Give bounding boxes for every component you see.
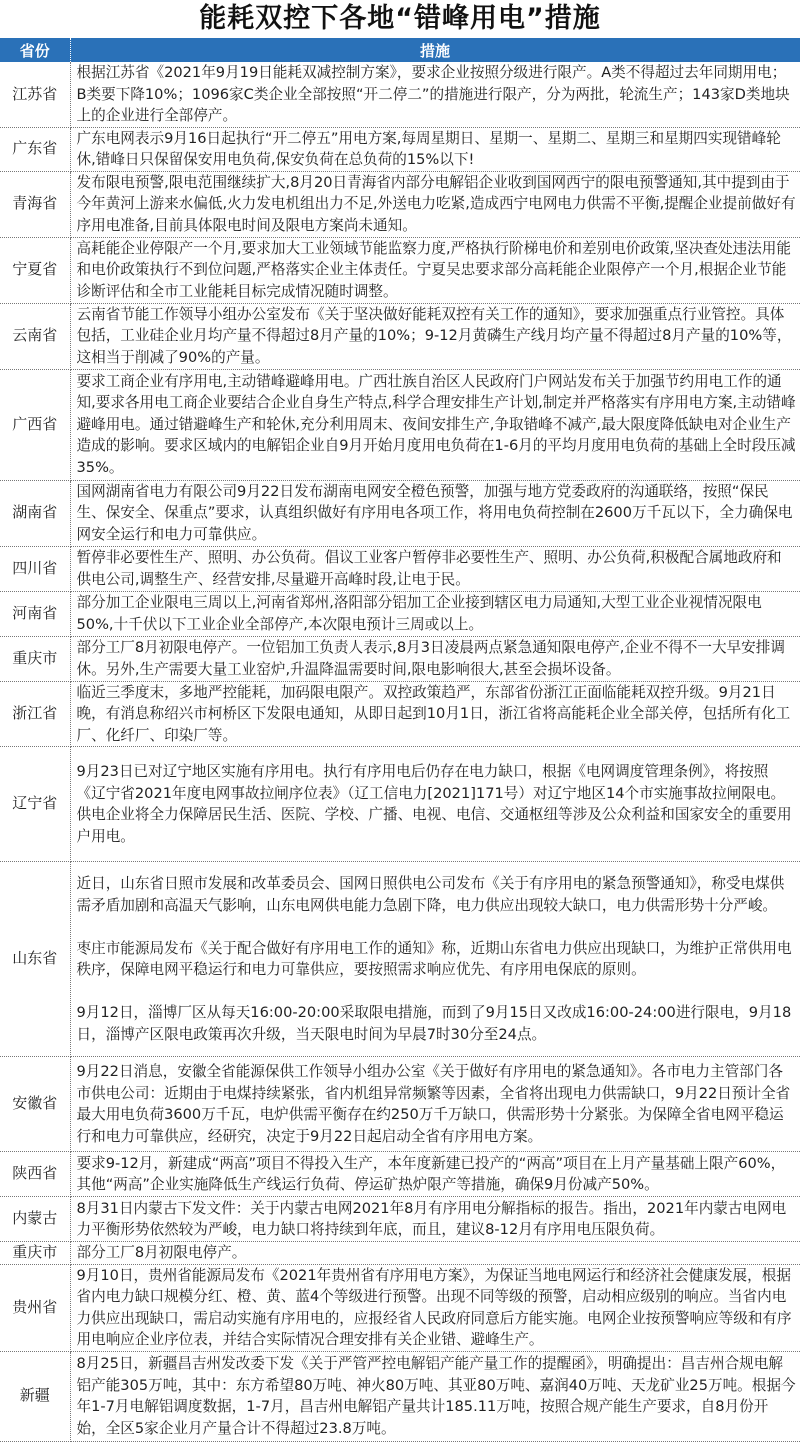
measures-cell: 部分工厂8月初限电停产。一位铝加工负责人表示,8月3日凌晨两点紧急通知限电停产,企业不得不一大早安排调休。另外,生产需要大量工业窑炉,升温降温需要时间,限电影响很大,甚至会损坏设备。	[70, 636, 800, 681]
measures-cell: 暂停非必要性生产、照明、办公负荷。倡议工业客户暂停非必要性生产、照明、办公负荷,积极配合属地政府和供电公司,调整生产、经营安排,尽量避开高峰时段,让电于民。	[70, 546, 800, 591]
measures-cell: 临近三季度末，多地严控能耗，加码限电限产。双控政策趋严，东部省份浙江正面临能耗双控升级。9月21日晚，有消息称绍兴市柯桥区下发限电通知，从即日起到10月1日，浙江省将高能耗企业全部关停，包括所有化工厂、化纤厂、印染厂等。	[70, 681, 800, 747]
measures-cell: 部分工厂8月初限电停产。	[70, 1242, 800, 1265]
table-row	[0, 546, 800, 591]
measures-cell: 8月25日，新疆昌吉州发改委下发《关于严管严控电解铝产能产量工作的提醒函》，明确提出：昌吉州合规电解铝产能305万吨，其中：东方希望80万吨、神火80万吨、其亚80万吨、嘉润40万吨、天龙矿业25万吨。根据今年1-7月电解铝调度数据，1-7月，昌吉州电解铝产量共计185.11万吨，按照合规产能生产要求，自8月份开始，全区5家企业月产量合计不得超过23.8万吨。	[70, 1351, 800, 1441]
table-row	[0, 862, 800, 1057]
measures-cell: 发布限电预警,限电范围继续扩大,8月20日青海省内部分电解铝企业收到国网西宁的限电预警通知,其中提到由于今年黄河上游来水偏低,火力发电机组出力不足,外送电力吃紧,造成西宁电网电力供需不平衡,提醒企业提前做好有序用电准备,目前具体限电时间及限电方案尚未通知。	[70, 171, 800, 237]
measures-cell: 要求工商企业有序用电,主动错峰避峰用电。广西壮族自治区人民政府门户网站发布关于加强节约用电工作的通知,要求各用电工商企业要结合企业自身生产特点,科学合理安排生产计划,制定并严格落实有序用电方案,主动错峰避峰用电。通过错避峰生产和轮休,充分利用周末、夜间安排生产,争取错峰不减产,最大限度降低缺电对企业生产造成的影响。要求区域内的电解铝企业自9月开始月度用电负荷在1-6月的平均月度用电负荷的基础上全时段压减35%。	[70, 369, 800, 480]
province-cell: 山东省	[0, 862, 70, 1057]
measures-cell: 云南省节能工作领导小组办公室发布《关于坚决做好能耗双控有关工作的通知》，要求加强重点行业管控。具体包括，工业硅企业月均产量不得超过8月产量的10%；9-12月黄磷生产线月均产量不得超过8月产量的10%等，这相当于削减了90%的产量。	[70, 303, 800, 369]
province-cell: 内蒙古	[0, 1197, 70, 1242]
measures-cell: 根据江苏省《2021年9月19日能耗双减控制方案》，要求企业按照分级进行限产。A类不得超过去年同期用电；B类要下降10%；1096家C类企业全部按照“开二停二”的措施进行限产，分为两批，轮流生产；143家D类地块上的企业进行全部停产。	[70, 62, 800, 127]
measures-cell: 要求9-12月，新建成“两高”项目不得投入生产，本年度新建已投产的“两高”项目在上月产量基础上限产60%，其他“两高”企业实施降低生产线运行负荷、停运矿热炉限产等措施，确保9月份减产50%。	[70, 1152, 800, 1197]
measures-cell: 9月10日，贵州省能源局发布《2021年贵州省有序用电方案》，为保证当地电网运行和经济社会健康发展，根据省内电力缺口规模分红、橙、黄、蓝4个等级进行预警。出现不同等级的预警，启动相应级别的响应。当省内电力供应出现缺口，需启动实施有序用电的，应报经省人民政府同意后方能实施。电网企业按预警响应等级和有序用电响应企业序位表，并结合实际情况合理安排有关企业错、避峰生产。	[70, 1264, 800, 1351]
measures-cell: 部分加工企业限电三周以上,河南省郑州,洛阳部分铝加工企业接到辖区电力局通知,大型工业企业视情况限电50%,十千伏以下工业企业全部停产,本次限电预计三周或以上。	[70, 591, 800, 636]
province-cell: 宁夏省	[0, 237, 70, 303]
table-row	[0, 62, 800, 127]
table-row	[0, 1057, 800, 1152]
table-row	[0, 480, 800, 546]
province-cell: 湖南省	[0, 480, 70, 546]
header-measures: 措施	[70, 38, 800, 62]
province-cell: 广西省	[0, 369, 70, 480]
province-cell: 河南省	[0, 591, 70, 636]
table-row	[0, 1242, 800, 1265]
table-header-row	[0, 38, 800, 62]
province-cell: 贵州省	[0, 1264, 70, 1351]
table-row	[0, 747, 800, 862]
measures-cell: 9月22日消息，安徽全省能源保供工作领导小组办公室《关于做好有序用电的紧急通知》。各市电力主管部门各市供电公司：近期由于电煤持续紧张，省内机组异常频繁等因素，全省将出现电力供需缺口，9月22日预计全省最大用电负荷3600万千瓦，电炉供需平衡存在约250万千万缺口，供需形势十分紧张。为保障全省电网平稳运行和电力可靠供应，经研究，决定于9月22日起启动全省有序用电方案。	[70, 1057, 800, 1152]
province-cell: 江苏省	[0, 62, 70, 127]
table-row	[0, 369, 800, 480]
province-cell: 陕西省	[0, 1152, 70, 1197]
measures-cell: 8月31日内蒙古下发文件：关于内蒙古电网2021年8月有序用电分解指标的报告。指出，2021年内蒙古电网电力平衡形势依然较为严峻，电力缺口将持续到年底，而且，建议8-12月有序用电压限负荷。	[70, 1197, 800, 1242]
table-body	[0, 62, 800, 1441]
province-cell: 青海省	[0, 171, 70, 237]
province-cell: 新疆	[0, 1351, 70, 1441]
measures-cell: 高耗能企业停限产一个月,要求加大工业领域节能监察力度,严格执行阶梯电价和差别电价政策,坚决查处违法用能和电价政策执行不到位问题,严格落实企业主体责任。宁夏吴忠要求部分高耗能企业限停产一个月,根据企业节能诊断评估和全市工业能耗目标完成情况随时调整。	[70, 237, 800, 303]
table-row	[0, 1351, 800, 1441]
province-cell: 云南省	[0, 303, 70, 369]
province-cell: 四川省	[0, 546, 70, 591]
table-row	[0, 591, 800, 636]
table-row	[0, 127, 800, 171]
table-row	[0, 1152, 800, 1197]
table-row	[0, 681, 800, 747]
measures-cell: 国网湖南省电力有限公司9月22日发布湖南电网安全橙色预警，加强与地方党委政府的沟通联络，按照“保民生、保安全、保重点”要求，认真组织做好有序用电各项工作，将用电负荷控制在2600万千瓦以下，全力确保电网安全运行和电力可靠供应。	[70, 480, 800, 546]
page-title: 能耗双控下各地“错峰用电”措施	[199, 3, 601, 34]
province-cell: 安徽省	[0, 1057, 70, 1152]
measures-cell: 9月23日已对辽宁地区实施有序用电。执行有序用电后仍存在电力缺口，根据《电网调度管理条例》，将按照《辽宁省2021年度电网事故拉闸序位表》（辽工信电力[2021]171号）对辽宁地区14个市实施事故拉闸限电。供电企业将全力保障居民生活、医院、学校、广播、电视、电信、交通枢纽等涉及公众利益和国家安全的重要用户用电。	[70, 747, 800, 862]
province-cell: 辽宁省	[0, 747, 70, 862]
measures-table	[0, 38, 800, 1442]
province-cell: 广东省	[0, 127, 70, 171]
province-cell: 浙江省	[0, 681, 70, 747]
province-cell: 重庆市	[0, 636, 70, 681]
header-province: 省份	[0, 38, 70, 62]
measures-cell: 广东电网表示9月16日起执行“开二停五”用电方案,每周星期日、星期一、星期二、星期三和星期四实现错峰轮休,错峰日只保留保安用电负荷,保安负荷在总负荷的15%以下!	[70, 127, 800, 171]
province-cell: 重庆市	[0, 1242, 70, 1265]
table-row	[0, 636, 800, 681]
measures-cell: 近日，山东省日照市发展和改革委员会、国网日照供电公司发布《关于有序用电的紧急预警通知》，称受电煤供需矛盾加剧和高温天气影响，山东电网供电能力急剧下降，电力供应出现较大缺口，电力供需形势十分严峻。 枣庄市能源局发布《关于配合做好有序用电工作的通知》称，近期山东省电力供应出现缺口，为维护正常供用电秩序，保障电网平稳运行和电力可靠供应，要按照需求响应优先、有序用电保底的原则。 9月12日，淄博厂区从每天16:00-20:00采取限电措施，而到了9月15日又改成16:00-24:00进行限电，9月18日，淄博产区限电政策再次升级，当天限电时间为早晨7时30分至24点。	[70, 862, 800, 1057]
table-row	[0, 1264, 800, 1351]
table-row	[0, 237, 800, 303]
table-row	[0, 1197, 800, 1242]
table-row	[0, 171, 800, 237]
table-row	[0, 303, 800, 369]
